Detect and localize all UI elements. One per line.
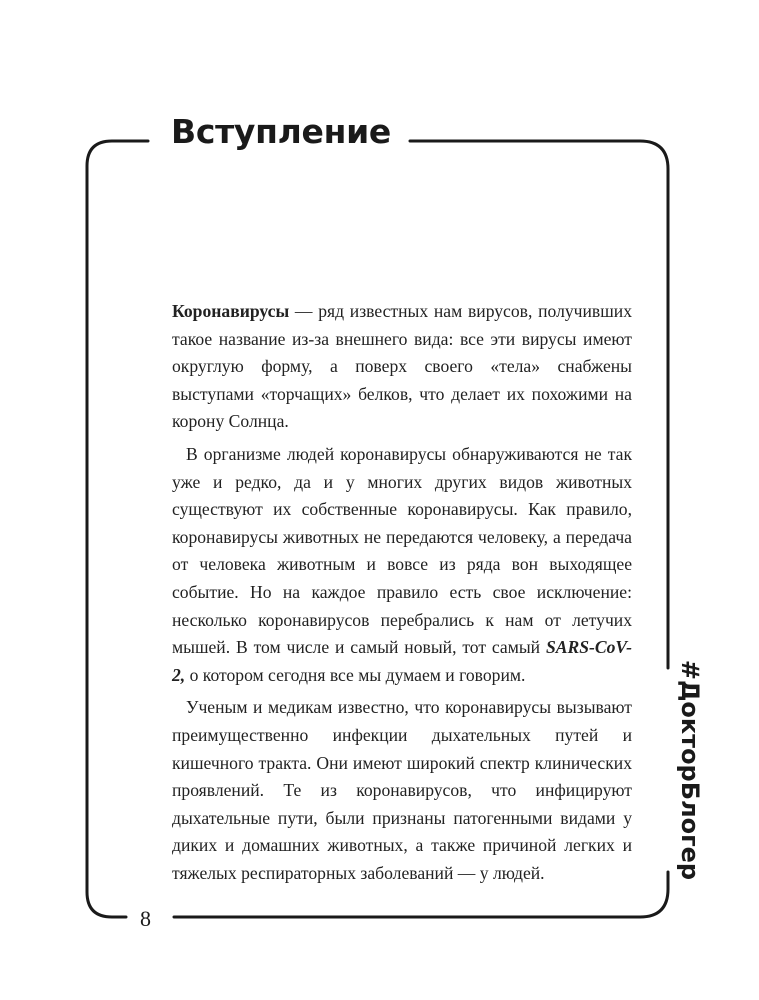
paragraph-3-text: Ученым и медикам известно, что коронавирусы вызывают преимущественно инфекции дыхательных путей и кишечного тракта. Они имеют широкий спектр клинических проявлений. Те из коронавирусов, что инфицируют дыхательные пути, были признаны патогенными видами у диких и домашних животных, а также причиной легких и тяжелых респираторных заболеваний — у людей. — [172, 697, 632, 883]
side-hashtag: #ДокторБлогер — [676, 659, 704, 881]
page-number: 8 — [140, 906, 151, 931]
term-coronaviruses: Коронавирусы — [172, 301, 290, 321]
page-title: Вступление — [170, 112, 391, 151]
paragraph-2-tail: о котором сегодня все мы думаем и говорим. — [185, 664, 526, 685]
virus-name: SARS-CoV-2, — [172, 637, 632, 685]
paragraph-1 — [172, 298, 632, 436]
paragraph-3 — [172, 694, 632, 887]
paragraph-2 — [172, 441, 632, 689]
body-text — [172, 298, 632, 887]
frame-border — [87, 141, 148, 917]
paragraph-2-text: В организме людей коронавирусы обнаруживаются не так уже и редко, да и у многих других видов животных существуют их собственные коронавирусы. Как правило, коронавирусы животных не передаются человеку, а передача от человека животным и вовсе из ряда вон выходящее событие. Но на каждое правило есть свое исключение: несколько коронавирусов перебрались к нам от летучих мышей. В том числе и самый новый, тот самый — [172, 443, 632, 658]
paragraph-1-text: — ряд известных нам вирусов, получивших такое название из-за внешнего вида: все эти вирусы имеют округлую форму, а поверх своего «тела» снабжены выступами «торчащих» белков, что делает их похожими на корону Солнца. — [172, 301, 632, 432]
